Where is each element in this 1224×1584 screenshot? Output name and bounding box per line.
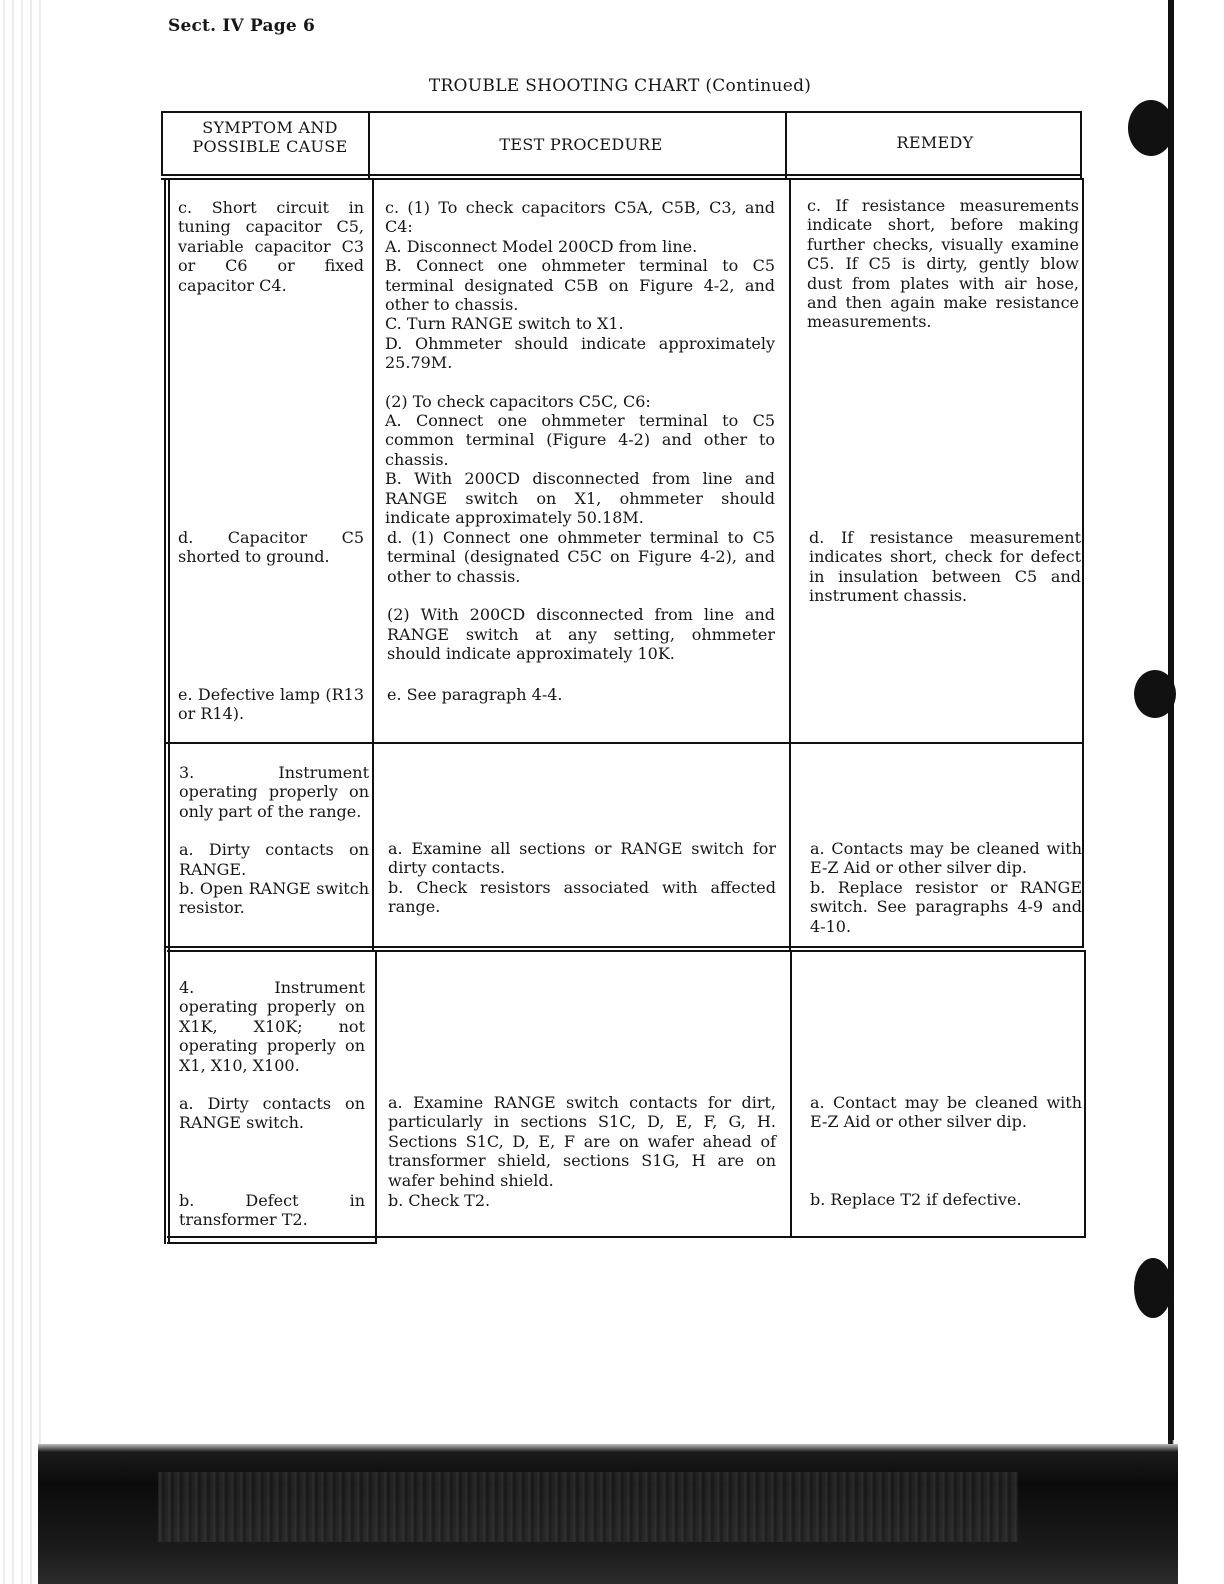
test-cell-row2 (388, 839, 776, 917)
scan-left-edge (0, 0, 44, 1584)
symptom-4-b: b. Defect in transformer T2. (179, 1191, 365, 1230)
scan-right-edge (1168, 0, 1224, 1584)
test-d1: d. (1) Connect one ohmmeter terminal to C5 terminal (designated C5C on Figure 4-2), and other to chassis. (387, 528, 775, 586)
remedy-c: c. If resistance measurements indicate short, before making further checks, visually examine C5. If C5 is dirty, gently blow dust from plates with air hose, and then again make resistance measurements. (807, 196, 1079, 332)
page-header: Sect. IV Page 6 (168, 16, 315, 36)
symptom-3-b: b. Open RANGE switch resistor. (179, 879, 369, 918)
remedy-3-b: b. Replace resistor or RANGE switch. See paragraphs 4-9 and 4-10. (810, 877, 1082, 936)
test-e: e. See paragraph 4-4. (387, 685, 563, 704)
symptom-e: e. Defective lamp (R13 or R14). (178, 685, 364, 724)
test-c1-head: c. (1) To check capacitors C5A, C5B, C3, and C4: (385, 198, 775, 237)
remedy-d: d. If resistance measurement indicates short, check for defect in insulation between C5 and instrument chassis. (809, 528, 1081, 606)
test-cell-row1-c (385, 198, 775, 528)
binding-hole-top (1128, 100, 1174, 156)
column-header-symptom: SYMPTOM AND POSSIBLE CAUSE (192, 118, 348, 156)
symptom-c: c. Short circuit in tuning capacitor C5, variable capacitor C3 or C6 or fixed capacitor C4. (178, 198, 364, 295)
test-c2-a: A. Connect one ohmmeter terminal to C5 common terminal (Figure 4-2) and other to chassis. (385, 411, 775, 469)
scan-bottom-band (38, 1444, 1178, 1584)
binding-hole-middle (1134, 670, 1176, 718)
column-header-test-procedure: TEST PROCEDURE (499, 135, 663, 154)
column-header-remedy: REMEDY (896, 133, 974, 152)
symptom-3-a: a. Dirty contacts on RANGE. (179, 840, 369, 879)
test-c1-b: B. Connect one ohmmeter terminal to C5 terminal designated C5B on Figure 4-2, and other to chassis. (385, 256, 775, 315)
remedy-3-a: a. Contacts may be cleaned with E-Z Aid or other silver dip. (810, 839, 1082, 878)
test-c2-head: (2) To check capacitors C5C, C6: (385, 391, 651, 411)
symptom-4-main: 4. Instrument operating properly on X1K, X10K; not operating properly on X1, X10, X100. (179, 978, 365, 1075)
symptom-cell-row3 (179, 978, 365, 1133)
test-c2-b: B. With 200CD disconnected from line and RANGE switch on X1, ohmmeter should indicate approximately 50.18M. (385, 469, 775, 528)
test-3-b: b. Check resistors associated with affected range. (388, 877, 776, 917)
test-4-b: b. Check T2. (388, 1191, 491, 1210)
symptom-3-main: 3. Instrument operating properly on only part of the range. (179, 763, 369, 821)
remedy-cell-row2 (810, 839, 1082, 936)
test-3-a: a. Examine all sections or RANGE switch for dirty contacts. (388, 839, 776, 878)
symptom-d: d. Capacitor C5 shorted to ground. (178, 528, 364, 567)
test-cell-row1-d (387, 528, 775, 663)
chart-title: TROUBLE SHOOTING CHART (Continued) (428, 76, 812, 96)
test-c1-a: A. Disconnect Model 200CD from line. (385, 236, 698, 256)
test-c1-c: C. Turn RANGE switch to X1. (385, 314, 624, 334)
test-3-a-row3: a. Examine RANGE switch contacts for dirt, particularly in sections S1C, D, E, F, G, H. Sections S1C, D, E, F are on wafer ahead of transformer shield, sections S1G, H are on wafer behind shield. (388, 1093, 776, 1190)
test-d2: (2) With 200CD disconnected from line and RANGE switch at any setting, ohmmeter should indicate approximately 10K. (387, 605, 775, 664)
test-c1-d: D. Ohmmeter should indicate approximately 25.79M. (385, 333, 775, 373)
symptom-4-a: a. Dirty contacts on RANGE switch. (179, 1094, 365, 1133)
remedy-4-a: a. Contact may be cleaned with E-Z Aid or other silver dip. (810, 1093, 1082, 1132)
symptom-cell-row2 (179, 763, 369, 918)
binding-hole-bottom (1134, 1258, 1172, 1318)
remedy-4-b: b. Replace T2 if defective. (810, 1190, 1022, 1209)
symptom-cell-row1 (178, 198, 364, 295)
